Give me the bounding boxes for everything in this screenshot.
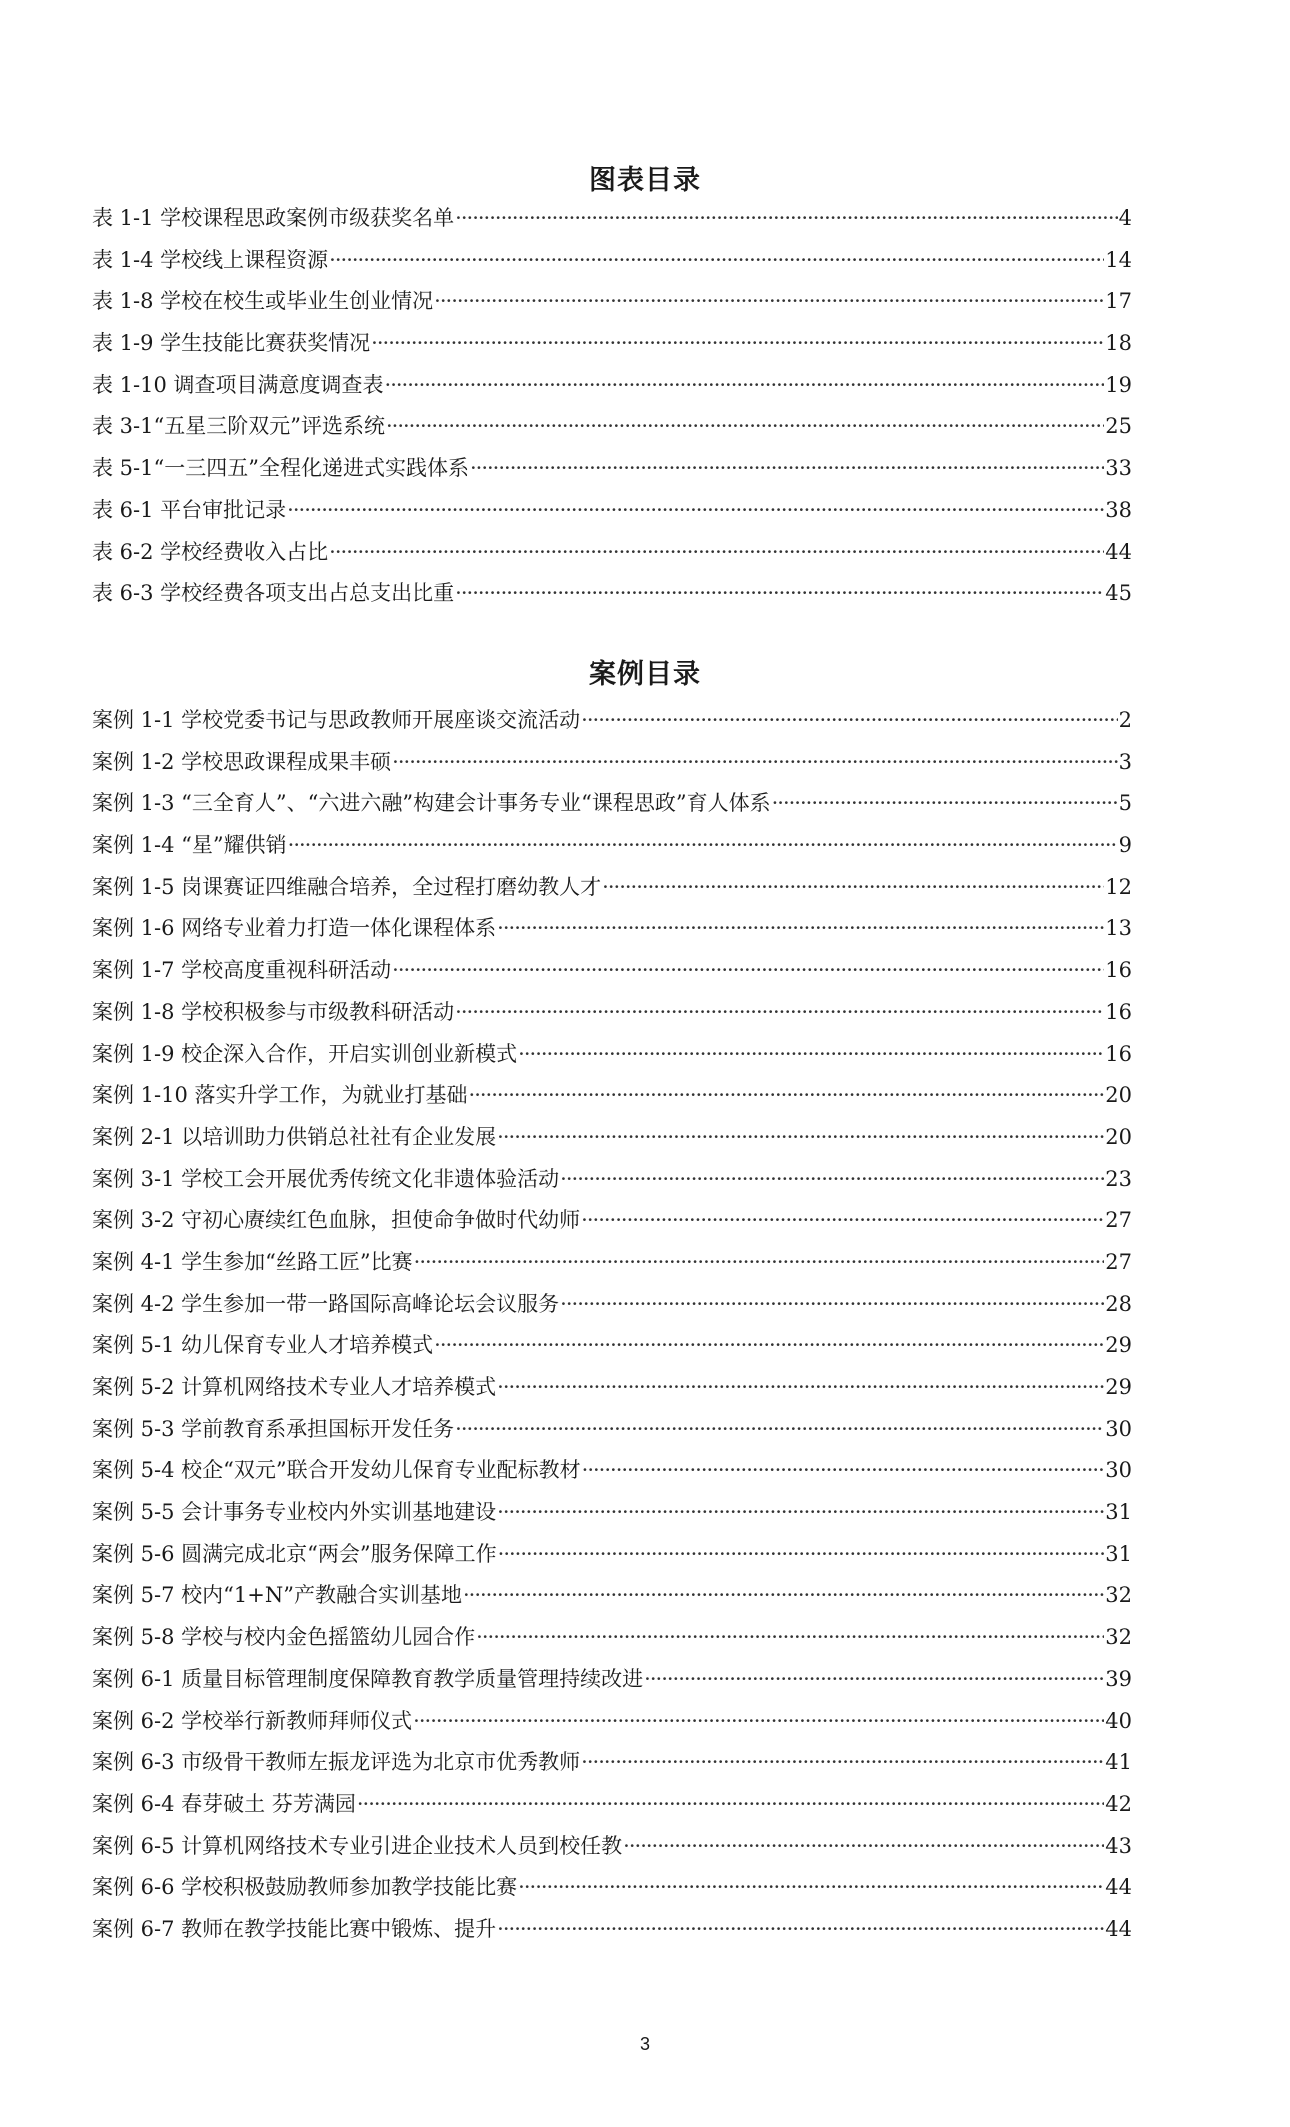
toc-entry-page: 16 (1105, 1041, 1132, 1066)
toc-dot-leader (455, 992, 1104, 1034)
toc-dot-leader (581, 700, 1117, 742)
toc-entry-page: 41 (1105, 1750, 1132, 1775)
toc-dot-leader (287, 490, 1104, 532)
toc-entry[interactable] (92, 1659, 1132, 1701)
toc-entry-label: 案例 5-2 计算机网络技术专业人才培养模式 (92, 1375, 497, 1399)
toc-entry[interactable] (92, 281, 1132, 323)
toc-entry-label: 案例 6-3 市级骨干教师左振龙评选为北京市优秀教师 (92, 1750, 581, 1775)
toc-entry[interactable] (92, 1117, 1132, 1159)
toc-entry-label: 表 6-3 学校经费各项支出占总支出比重 (92, 581, 455, 606)
toc-entry-label: 表 6-1 平台审批记录 (92, 497, 287, 522)
toc-entry[interactable] (92, 1534, 1132, 1576)
toc-entry[interactable] (92, 1909, 1132, 1951)
toc-entry[interactable] (92, 406, 1132, 448)
toc-entry-label: 案例 5-7 校内“1+N”产教融合实训基地 (92, 1583, 462, 1608)
toc-entry[interactable] (92, 992, 1132, 1034)
toc-entry-label: 表 1-1 学校课程思政案例市级获奖名单 (92, 206, 455, 230)
toc-entry[interactable] (92, 240, 1132, 282)
toc-entry[interactable] (92, 198, 1132, 240)
toc-entry[interactable] (92, 1159, 1132, 1201)
toc-entry-label: 案例 6-7 教师在教学技能比赛中锻炼、提升 (92, 1916, 497, 1941)
toc-entry-label: 案例 1-7 学校高度重视科研活动 (92, 958, 392, 983)
toc-entry-label: 案例 6-6 学校积极鼓励教师参加教学技能比赛 (92, 1875, 518, 1900)
toc-entry-label: 表 1-9 学生技能比赛获奖情况 (92, 331, 371, 356)
toc-entry-label: 表 1-8 学校在校生或毕业生创业情况 (92, 289, 434, 314)
toc-entry[interactable] (92, 825, 1132, 867)
toc-entry-page: 31 (1105, 1541, 1132, 1566)
toc-entry-page: 2 (1118, 708, 1132, 732)
toc-entry-page: 4 (1118, 206, 1132, 230)
toc-dot-leader (385, 365, 1105, 407)
toc-entry-page: 17 (1105, 289, 1132, 314)
toc-entry-label: 案例 1-1 学校党委书记与思政教师开展座谈交流活动 (92, 708, 581, 732)
toc-entry-label: 案例 4-2 学生参加一带一路国际高峰论坛会议服务 (92, 1291, 560, 1316)
toc-entry[interactable] (92, 783, 1132, 825)
toc-dot-leader (497, 1909, 1104, 1951)
tables-toc-list (92, 198, 1132, 615)
toc-entry-page: 43 (1105, 1833, 1132, 1858)
toc-entry-label: 案例 1-5 岗课赛证四维融合培养，全过程打磨幼教人才 (92, 874, 602, 899)
toc-entry-page: 40 (1105, 1708, 1132, 1733)
toc-entry-page: 20 (1105, 1124, 1132, 1149)
toc-dot-leader (434, 281, 1104, 323)
toc-entry[interactable] (92, 1784, 1132, 1826)
toc-entry-label: 案例 4-1 学生参加“丝路工匠”比赛 (92, 1249, 413, 1274)
toc-entry-page: 12 (1105, 874, 1132, 899)
toc-entry[interactable] (92, 867, 1132, 909)
toc-dot-leader (329, 532, 1104, 574)
toc-entry-label: 案例 5-3 学前教育系承担国标开发任务 (92, 1416, 455, 1441)
toc-entry[interactable] (92, 950, 1132, 992)
toc-entry[interactable] (92, 1367, 1132, 1409)
toc-entry[interactable] (92, 908, 1132, 950)
toc-entry[interactable] (92, 1034, 1132, 1076)
toc-entry-page: 20 (1105, 1083, 1132, 1108)
toc-dot-leader (581, 1200, 1104, 1242)
toc-dot-leader (414, 1242, 1105, 1284)
toc-entry-label: 案例 1-10 落实升学工作，为就业打基础 (92, 1083, 468, 1108)
toc-dot-leader (463, 1575, 1104, 1617)
toc-entry-page: 32 (1105, 1625, 1132, 1650)
toc-dot-leader (392, 950, 1104, 992)
toc-entry-label: 案例 3-1 学校工会开展优秀传统文化非遗体验活动 (92, 1166, 560, 1191)
toc-dot-leader (288, 825, 1118, 867)
toc-entry[interactable] (92, 448, 1132, 490)
toc-entry[interactable] (92, 1325, 1132, 1367)
toc-entry-page: 27 (1105, 1208, 1132, 1233)
toc-dot-leader (497, 908, 1104, 950)
toc-entry[interactable] (92, 1826, 1132, 1868)
toc-dot-leader (455, 198, 1117, 240)
toc-entry-label: 案例 6-4 春芽破土 芬芳满园 (92, 1791, 356, 1816)
toc-entry[interactable] (92, 1575, 1132, 1617)
toc-entry-label: 案例 6-2 学校举行新教师拜师仪式 (92, 1708, 413, 1733)
toc-entry[interactable] (92, 1284, 1132, 1326)
toc-entry[interactable] (92, 1409, 1132, 1451)
toc-dot-leader (560, 1284, 1104, 1326)
toc-entry[interactable] (92, 742, 1132, 784)
toc-entry-label: 案例 3-2 守初心赓续红色血脉，担使命争做时代幼师 (92, 1208, 581, 1233)
toc-dot-leader (497, 1492, 1104, 1534)
toc-dot-leader (476, 1617, 1104, 1659)
toc-entry-page: 38 (1105, 497, 1132, 522)
toc-entry-page: 42 (1105, 1791, 1132, 1816)
toc-entry[interactable] (92, 1450, 1132, 1492)
toc-entry-label: 案例 1-6 网络专业着力打造一体化课程体系 (92, 916, 497, 941)
toc-dot-leader (455, 1409, 1104, 1451)
toc-dot-leader (386, 406, 1104, 448)
toc-dot-leader (357, 1784, 1104, 1826)
toc-entry-page: 16 (1105, 999, 1132, 1024)
toc-entry-label: 案例 1-2 学校思政课程成果丰硕 (92, 749, 392, 774)
toc-dot-leader (498, 1534, 1105, 1576)
toc-entry-label: 案例 2-1 以培训助力供销总社社有企业发展 (92, 1124, 497, 1149)
toc-entry-label: 表 1-10 调查项目满意度调查表 (92, 372, 384, 397)
toc-dot-leader (644, 1659, 1104, 1701)
toc-dot-leader (581, 1742, 1104, 1784)
toc-entry-label: 案例 5-1 幼儿保育专业人才培养模式 (92, 1333, 434, 1358)
toc-entry-label: 案例 6-5 计算机网络技术专业引进企业技术人员到校任教 (92, 1833, 623, 1858)
toc-entry[interactable] (92, 1617, 1132, 1659)
toc-entry-page: 31 (1105, 1500, 1132, 1525)
toc-entry-label: 案例 1-4 “星”耀供销 (92, 833, 287, 858)
toc-dot-leader (497, 1117, 1104, 1159)
toc-entry[interactable] (92, 573, 1132, 615)
toc-entry-page: 14 (1105, 247, 1132, 272)
toc-entry-label: 表 5-1“一三四五”全程化递进式实践体系 (92, 456, 469, 481)
toc-entry-label: 案例 5-4 校企“双元”联合开发幼儿保育专业配标教材 (92, 1458, 581, 1483)
cases-toc-list (92, 700, 1132, 1951)
toc-entry-page: 32 (1105, 1583, 1132, 1608)
toc-entry[interactable] (92, 532, 1132, 574)
toc-dot-leader (518, 1867, 1104, 1909)
toc-entry[interactable] (92, 365, 1132, 407)
toc-dot-leader (518, 1034, 1104, 1076)
toc-entry[interactable] (92, 323, 1132, 365)
toc-entry-page: 44 (1105, 1875, 1132, 1900)
toc-dot-leader (329, 240, 1104, 282)
toc-entry-page: 16 (1105, 958, 1132, 983)
toc-entry-page: 18 (1105, 331, 1132, 356)
toc-entry-page: 33 (1105, 456, 1132, 481)
cases-toc-title: 案例目录 (589, 659, 701, 690)
toc-entry-page: 30 (1105, 1458, 1132, 1483)
toc-entry[interactable] (92, 1867, 1132, 1909)
toc-entry-label: 案例 6-1 质量目标管理制度保障教育教学质量管理持续改进 (92, 1666, 644, 1691)
toc-entry[interactable] (92, 1492, 1132, 1534)
toc-entry-label: 案例 5-5 会计事务专业校内外实训基地建设 (92, 1500, 497, 1525)
toc-dot-leader (623, 1826, 1104, 1868)
toc-dot-leader (392, 742, 1117, 784)
toc-entry-label: 表 1-4 学校线上课程资源 (92, 247, 329, 272)
toc-entry-page: 19 (1105, 372, 1132, 397)
toc-entry-page: 45 (1105, 581, 1132, 606)
toc-entry[interactable] (92, 1742, 1132, 1784)
toc-entry[interactable] (92, 1075, 1132, 1117)
toc-entry-page: 44 (1105, 539, 1132, 564)
toc-dot-leader (434, 1325, 1104, 1367)
toc-dot-leader (772, 783, 1118, 825)
toc-dot-leader (582, 1450, 1105, 1492)
toc-entry[interactable] (92, 1242, 1132, 1284)
toc-entry-label: 案例 5-8 学校与校内金色摇篮幼儿园合作 (92, 1625, 476, 1650)
tables-toc-title: 图表目录 (589, 165, 701, 196)
toc-entry-page: 5 (1118, 791, 1132, 816)
toc-entry-page: 29 (1105, 1333, 1132, 1358)
toc-entry[interactable] (92, 490, 1132, 532)
toc-dot-leader (497, 1367, 1104, 1409)
toc-entry-page: 28 (1105, 1291, 1132, 1316)
toc-entry[interactable] (92, 1701, 1132, 1743)
toc-entry-label: 案例 5-6 圆满完成北京“两会”服务保障工作 (92, 1541, 497, 1566)
toc-entry-page: 25 (1105, 414, 1132, 439)
toc-dot-leader (371, 323, 1104, 365)
toc-dot-leader (602, 867, 1104, 909)
toc-entry-page: 44 (1105, 1916, 1132, 1941)
toc-entry-label: 表 3-1“五星三阶双元”评选系统 (92, 414, 385, 439)
toc-entry-page: 9 (1118, 833, 1132, 858)
toc-entry[interactable] (92, 1200, 1132, 1242)
toc-entry-page: 13 (1105, 916, 1132, 941)
toc-entry-label: 案例 1-8 学校积极参与市级教科研活动 (92, 999, 455, 1024)
page-number: 3 (639, 2034, 650, 2054)
toc-entry-page: 30 (1105, 1416, 1132, 1441)
toc-entry-page: 29 (1105, 1375, 1132, 1399)
toc-dot-leader (455, 573, 1104, 615)
toc-entry-label: 案例 1-3 “三全育人”、“六进六融”构建会计事务专业“课程思政”育人体系 (92, 791, 771, 816)
toc-entry-page: 27 (1105, 1249, 1132, 1274)
toc-entry-label: 案例 1-9 校企深入合作，开启实训创业新模式 (92, 1041, 518, 1066)
toc-dot-leader (470, 448, 1104, 490)
toc-entry-page: 3 (1118, 749, 1132, 774)
toc-entry-label: 表 6-2 学校经费收入占比 (92, 539, 329, 564)
toc-dot-leader (469, 1075, 1105, 1117)
toc-entry-page: 39 (1105, 1666, 1132, 1691)
toc-dot-leader (560, 1159, 1104, 1201)
toc-dot-leader (413, 1701, 1104, 1743)
toc-entry[interactable] (92, 700, 1132, 742)
toc-entry-page: 23 (1105, 1166, 1132, 1191)
